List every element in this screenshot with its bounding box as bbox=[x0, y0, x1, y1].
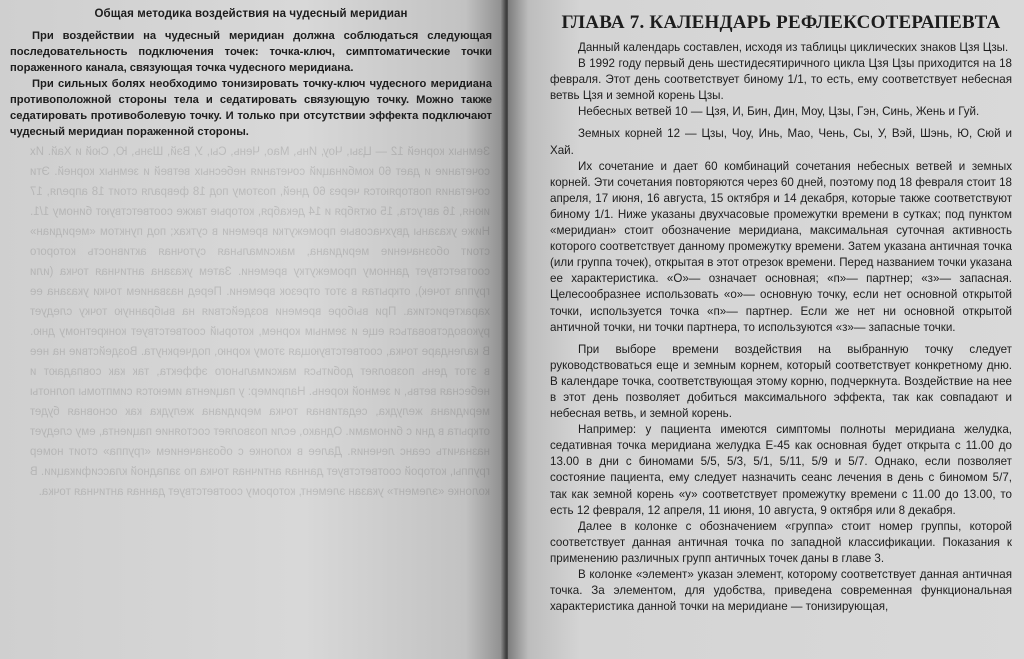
show-through-text: Земных корней 12 — Цзы, Чоу, Инь, Мао, Чень, Сы, У, Вэй, Шэнь, Ю, Сюй и Хай. Их сочетание и дает 60 комбинаций сочетания небесных ветвей и земных корней. Эти сочетания повторяются через 60 дней, поэтому под 18 февраля стоит 18 апреля, 17 июня, 16 августа, 15 октября и 14 декабря, которые также соответствуют биному 1/1. Ниже указаны двухчасовые промежутки времени в сутках; под пунктом «меридиан» стоит обозначение меридиана, максимальная суточная активность которого соответствует данному промежутку времени. Затем указана античная точка (или группа точек), открытая в этот отрезок времени. Перед названием точки указана ее характеристика. При выборе времени воздействия на выбранную точку следует руководствоваться еще и земным корнем, который соответствует конкретному дню. В календаре точка, соответствующая этому корню, подчеркнута. Воздействие на нее в этот день позволяет добиться максимального эффекта, так как совпадают и небесная ветвь, и земной корень. Например: у пациента имеются симптомы полноты меридиана желудка, седативная точка меридиана желудка как основная будет открыта в дни с биномами. Однако, если позволяет состояние пациента, ему следует назначить сеанс лечения. Далее в колонке с обозначением «группа» стоит номер группы, которой соответствует данная античная точка по западной классификации. В колонке «элемент» указан элемент, которому соответствует данная античная точка. bbox=[30, 146, 490, 498]
left-page-content bbox=[10, 8, 492, 140]
right-paragraph: При выборе времени воздействия на выбранную точку следует руководствоваться еще и земным корнем, который соответствует конкретному дню. В календаре точка, соответствующая этому корню, подчеркнута. Воздействие на нее в этот день позволяет добиться максимального эффекта, так как совпадают и небесная ветвь, и земной корень. bbox=[550, 342, 1012, 421]
right-paragraph: В колонке «элемент» указан элемент, которому соответствует данная античная точка. За элементом, для удобства, приведена современная функциональная характеристика данной точки на меридиане — тонизирующая, bbox=[550, 568, 1012, 614]
right-paragraph: Земных корней 12 — Цзы, Чоу, Инь, Мао, Чень, Сы, У, Вэй, Шэнь, Ю, Сюй и Хай. bbox=[550, 127, 1012, 157]
left-paragraph: При сильных болях необходимо тонизировать точку-ключ чудесного меридиана противоположной стороны тела и седатировать связующую точку. Можно также седатировать противоболевую точку. И только при отсутствии эффекта подключают чудесный меридиан пораженной стороны. bbox=[10, 78, 492, 138]
left-paragraph: При воздействии на чудесный меридиан должна соблюдаться следующая последовательность подключения точек: точка-ключ, симптоматические точки пораженного канала, связующая точка чудесного меридиана. bbox=[10, 30, 492, 74]
right-page bbox=[508, 0, 1024, 659]
right-paragraph: Небесных ветвей 10 — Цзя, И, Бин, Дин, Моу, Цзы, Гэн, Синь, Жень и Гуй. bbox=[578, 105, 980, 119]
right-paragraph: Например: у пациента имеются симптомы полноты меридиана желудка, седативная точка меридиана желудка Е-45 как основная будет открыта с 11.00 до 13.00 в дни с биномами 5/5, 5/3, 5/1, 5/11, 5/9 и 5/7. Однако, если позволяет состояние пациента, ему следует назначить сеанс лечения в день с биномом 5/7, так как земной корень «у» соответствует промежутку времени с 11.00 до 13.00, то есть 12 февраля, 12 апреля, 11 июня, 10 августа, 9 октября или 8 декабря. bbox=[550, 423, 1012, 517]
right-paragraph: Далее в колонке с обозначением «группа» стоит номер группы, которой соответствует данная античная точка по западной классификации. Показания к применению различных групп античных точек даны в главе 3. bbox=[550, 519, 1012, 565]
right-paragraph: Данный календарь составлен, исходя из таблицы циклических знаков Цзя Цзы. bbox=[578, 41, 1009, 54]
right-paragraph: В 1992 году первый день шестидесятиричного цикла Цзя Цзы приходится на 18 февраля. Этот день соответствует биному 1/1, то есть, ему соответствует небесная ветвь Цзя и земной корень Цзы. bbox=[550, 57, 1012, 103]
left-page bbox=[0, 0, 506, 659]
right-page-content bbox=[550, 12, 1012, 615]
right-paragraph: Их сочетание и дает 60 комбинаций сочетания небесных ветвей и земных корней. Эти сочетания повторяются через 60 дней, поэтому под 18 февраля стоит 18 апреля, 17 июня, 16 августа, 15 октября и 14 декабря, которые также соответствуют биному 1/1. Ниже указаны двухчасовые промежутки времени в сутках; под пунктом «меридиан» стоит обозначение меридиана, максимальная суточная активность которого соответствует данному промежутку времени. Затем указана античная точка (или группа точек), открытая в этот отрезок времени. Перед названием точки указана ее характеристика. «О»— означает основная; «п»— партнер; «з»— запасная. Целесообразнее использовать «о»— основную точку, если нет основной открытой точки, используется точка «п»— партнер. Если же нет ни основной открытой античной точки, ни точки партнера, то используются «з»— запасные точки. bbox=[550, 159, 1012, 334]
chapter-title: ГЛАВА 7. КАЛЕНДАРЬ РЕФЛЕКСОТЕРАПЕВТА bbox=[561, 12, 1001, 33]
section-title: Общая методика воздействия на чудесный меридиан bbox=[94, 8, 408, 20]
